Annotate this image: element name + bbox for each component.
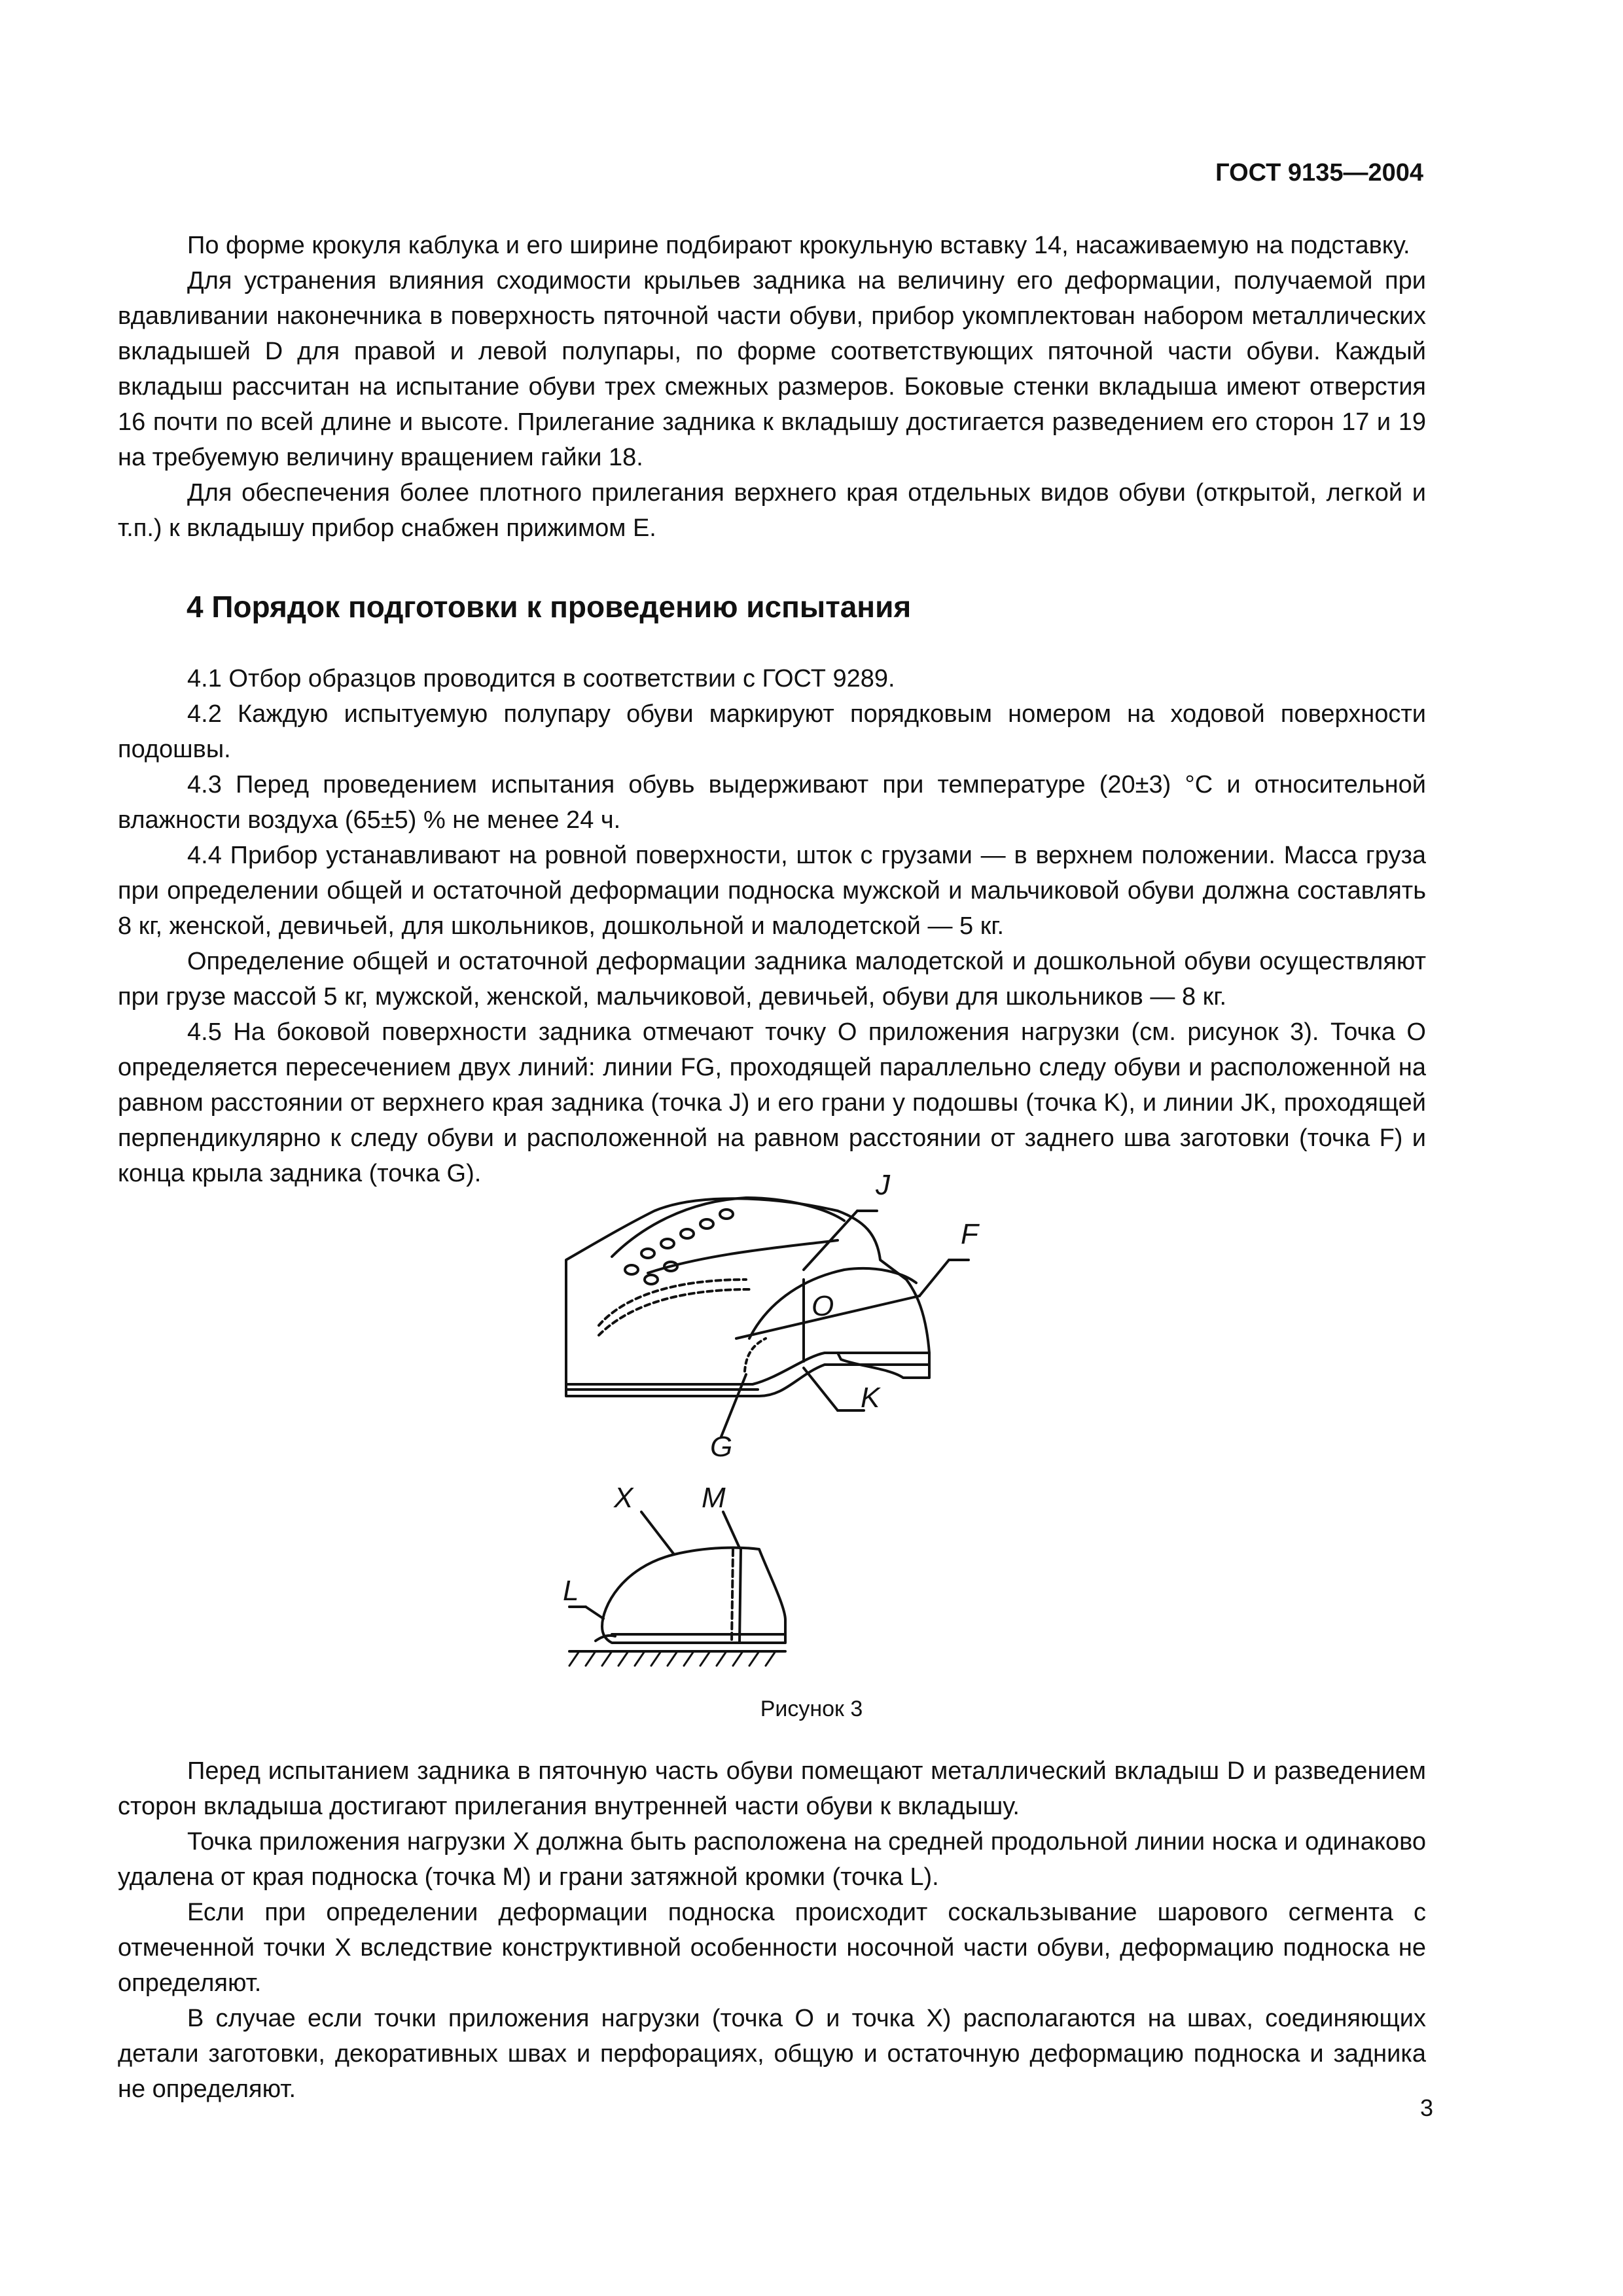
label-j: J bbox=[876, 1169, 890, 1201]
document-number: ГОСТ 9135—2004 bbox=[1215, 159, 1423, 187]
label-o: O bbox=[812, 1290, 834, 1322]
figure-notes-block bbox=[118, 1753, 1426, 2107]
label-x: X bbox=[614, 1482, 633, 1514]
label-m: M bbox=[702, 1482, 726, 1514]
label-g: G bbox=[710, 1431, 733, 1463]
clause-4-1: 4.1 Отбор образцов проводится в соответствии с ГОСТ 9289. bbox=[187, 665, 895, 692]
clause-4-2: 4.2 Каждую испытуемую полупару обуви маркируют порядковым номером на ходовой поверхности подошвы. bbox=[118, 700, 1426, 763]
paragraph: Для устранения влияния сходимости крыльев задника на величину его деформации, получаемой при вдавливании наконечника в поверхность пяточной части обуви, прибор укомплектован набором металлических вкладышей D для правой и левой полупары, по форме соответствующих пяточной части обуви. Каждый вкладыш рассчитан на испытание обуви трех смежных размеров. Боковые стенки вкладыша имеют отверстия 16 почти по всей длине и высоте. Прилегание задника к вкладышу достигается разведением его сторон 17 и 19 на требуемую величину вращением гайки 18. bbox=[118, 267, 1426, 471]
paragraph: Перед испытанием задника в пяточную часть обуви помещают металлический вкладыш D и разведением сторон вкладыша достигают прилегания внутренней части обуви к вкладышу. bbox=[118, 1757, 1426, 1820]
page-number: 3 bbox=[1419, 2094, 1433, 2121]
label-l: L bbox=[563, 1575, 579, 1607]
clause-4-3: 4.3 Перед проведением испытания обувь выдерживают при температуре (20±3) °С и относительной влажности воздуха (65±5) % не менее 24 ч. bbox=[118, 771, 1426, 834]
figure-3 bbox=[550, 1149, 1008, 1685]
clause-4-5: 4.5 На боковой поверхности задника отмечают точку O приложения нагрузки (см. рисунок 3). Точка O определяется пересечением двух линий: линии FG, проходящей параллельно следу обуви и расположенной на равном расстоянии от верхнего края задника (точка J) и его грани у подошвы (точка K), и линии JK, проходящей перпендикулярно к следу обуви и расположенной на равном расстоянии от заднего шва заготовки (точка F) и конца крыла задника (точка G). bbox=[118, 1018, 1426, 1187]
paragraph: Для обеспечения более плотного прилегания верхнего края отдельных видов обуви (открытой, легкой и т.п.) к вкладышу прибор снабжен прижимом E. bbox=[118, 479, 1426, 542]
section-title: 4 Порядок подготовки к проведению испытания bbox=[187, 590, 912, 624]
clause-4-4: 4.4 Прибор устанавливают на ровной поверхности, шток с грузами — в верхнем положении. Масса груза при определении общей и остаточной деформации подноска мужской и мальчиковой обуви должна составлять 8 кг, женской, девичьей, для школьников, дошкольной и малодетской — 5 кг. bbox=[118, 842, 1426, 940]
paragraph: По форме крокуля каблука и его ширине подбирают крокульную вставку 14, насаживаемую на подставку. bbox=[187, 232, 1410, 259]
intro-text-block bbox=[118, 228, 1426, 546]
paragraph: В случае если точки приложения нагрузки (точка O и точка X) располагаются на швах, соединяющих детали заготовки, декоративных швах и перфорациях, общую и остаточную деформацию подноска и задника не определяют. bbox=[118, 2005, 1426, 2103]
label-f: F bbox=[961, 1218, 978, 1250]
shoe-diagram bbox=[550, 1149, 1008, 1685]
section-4-text-block bbox=[118, 661, 1426, 1191]
paragraph: Если при определении деформации подноска происходит соскальзывание шарового сегмента с отмеченной точки X вследствие конструктивной особенности носочной части обуви, деформацию подноска не определяют. bbox=[118, 1899, 1426, 1997]
figure-caption: Рисунок 3 bbox=[760, 1696, 863, 1721]
paragraph: Точка приложения нагрузки X должна быть расположена на средней продольной линии носка и одинаково удалена от края подноска (точка M) и грани затяжной кромки (точка L). bbox=[118, 1828, 1426, 1891]
label-k: K bbox=[861, 1382, 880, 1414]
paragraph: Определение общей и остаточной деформации задника малодетской и дошкольной обуви осуществляют при грузе массой 5 кг, мужской, женской, мальчиковой, девичьей, обуви для школьников — 8 кг. bbox=[118, 948, 1426, 1011]
